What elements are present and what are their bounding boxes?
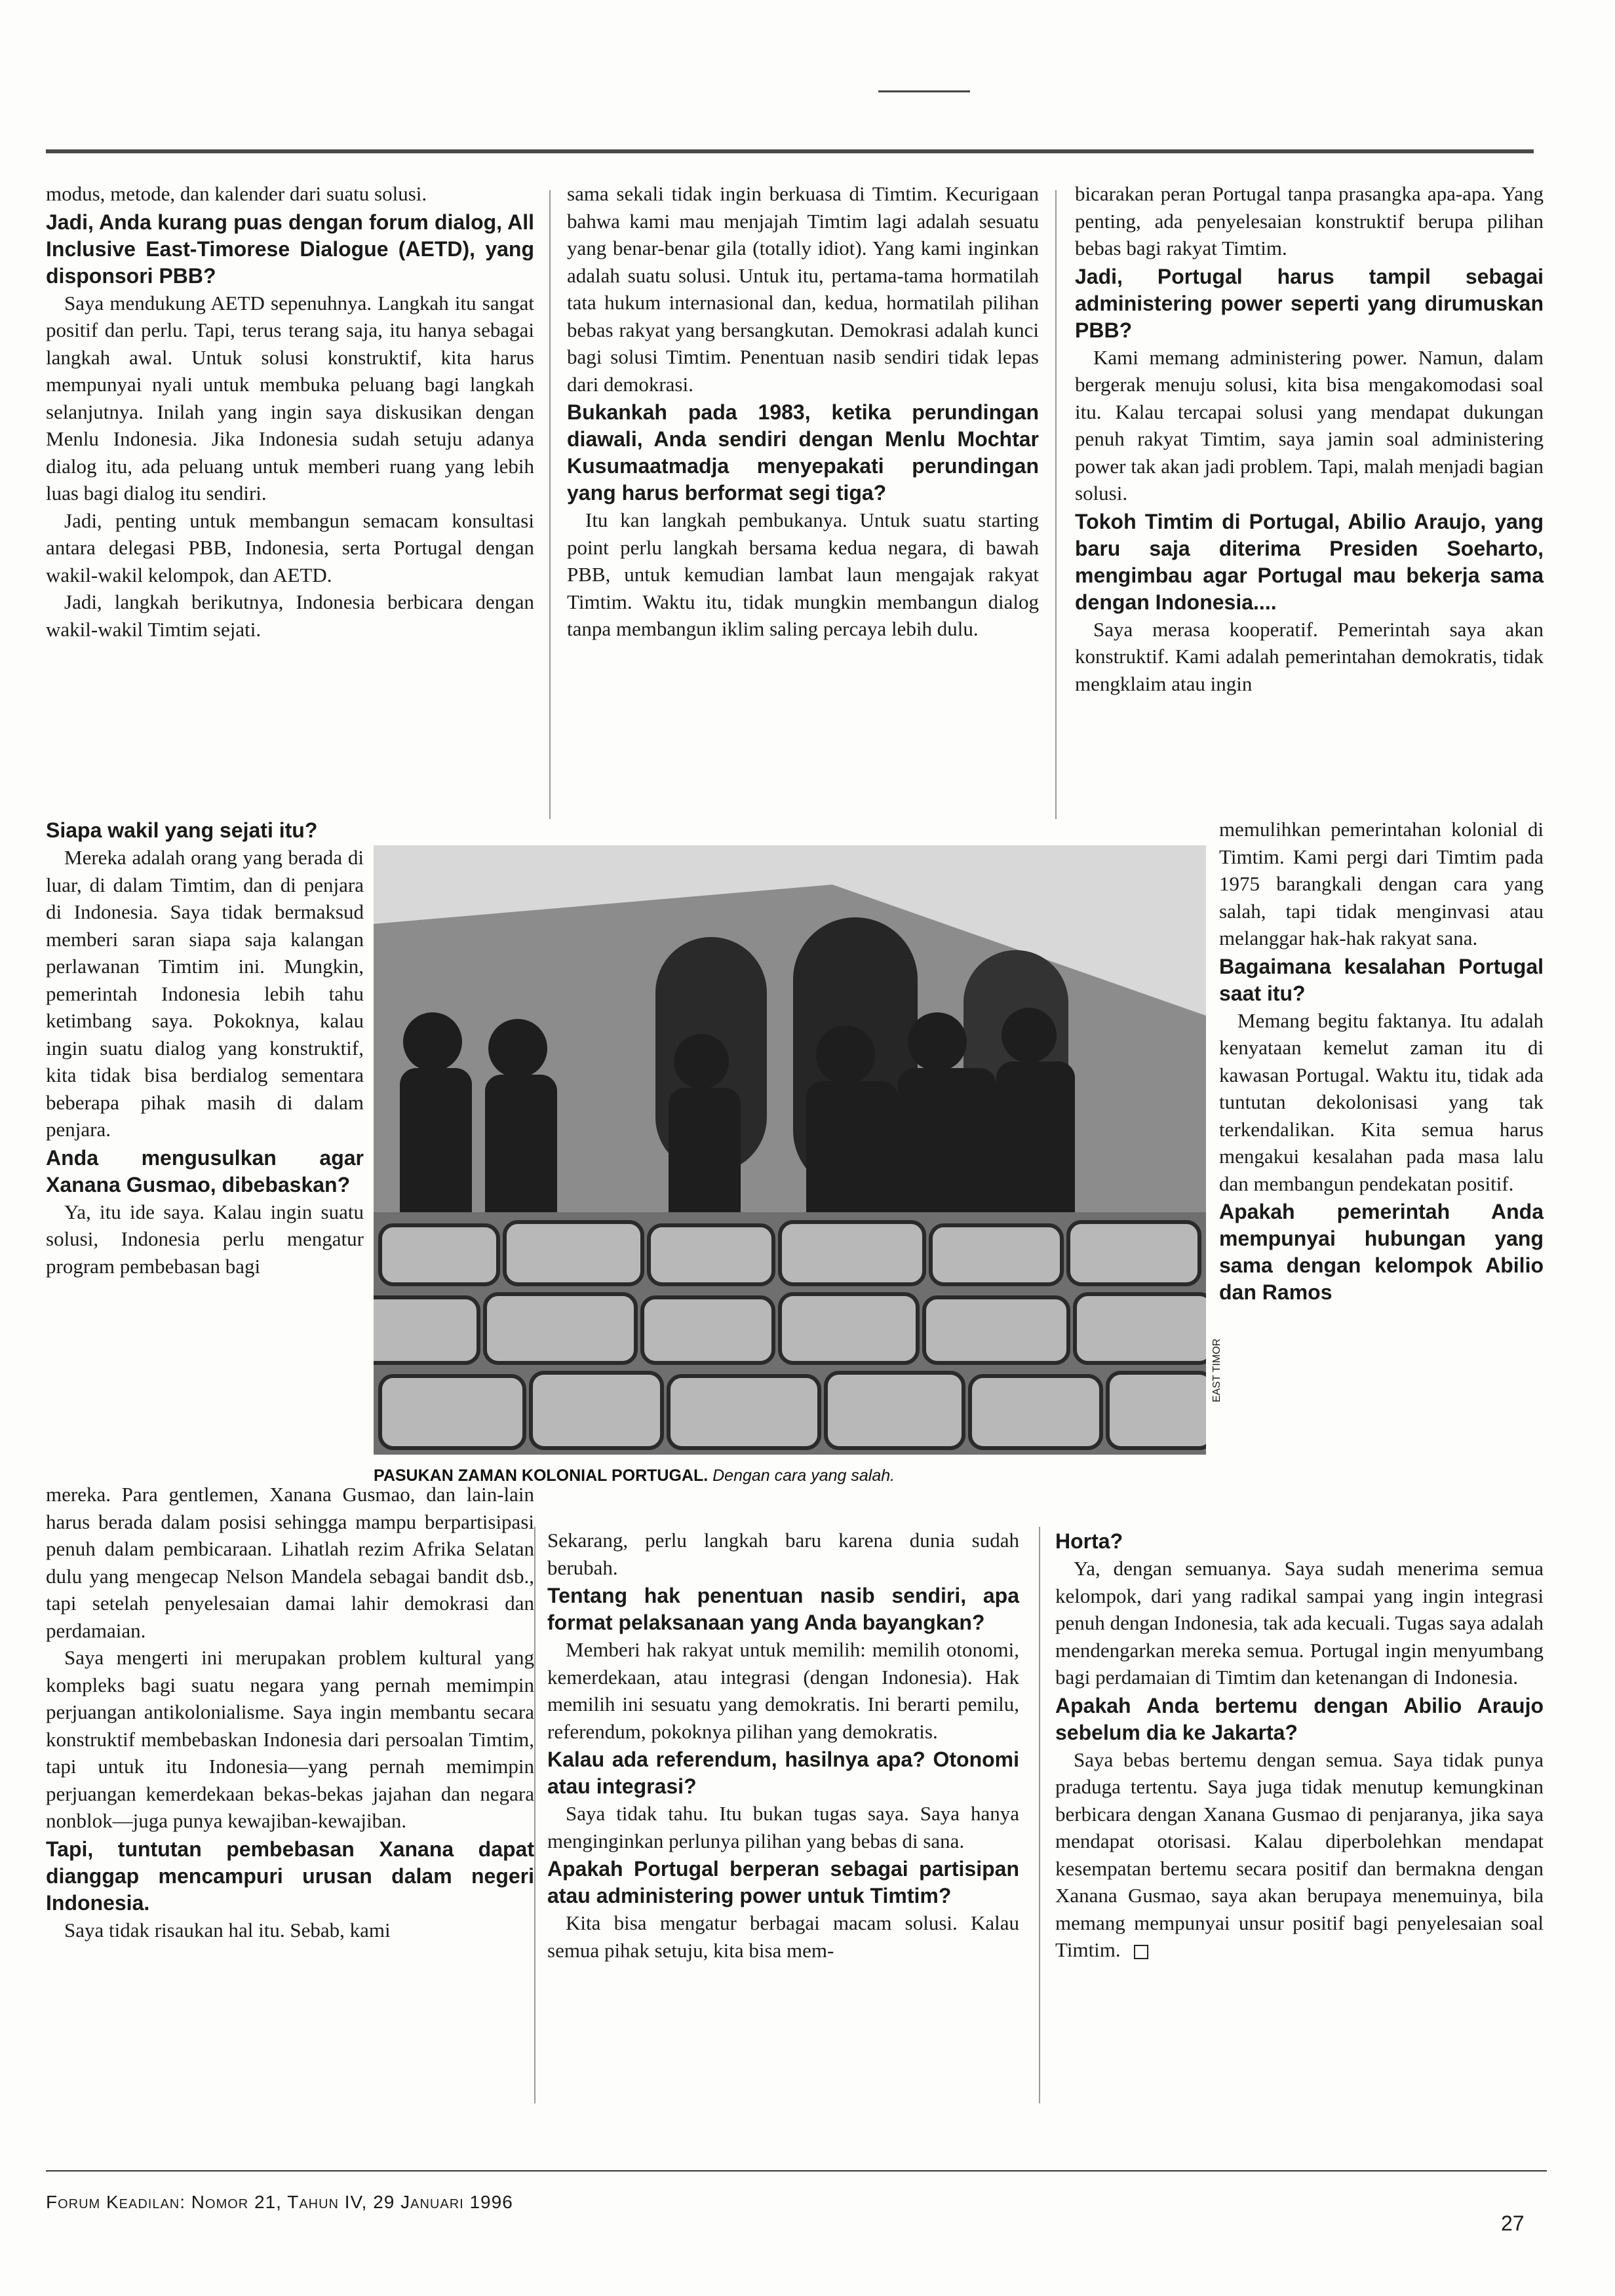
answer-paragraph: Saya merasa kooperatif. Pemerintah saya akan konstruktif. Kami adalah pemerintahan demokratis, tidak mengklaim atau ingin: [1075, 617, 1544, 695]
answer-paragraph: Itu kan langkah pembukanya. Untuk suatu starting point perlu langkah bersama kedua negara, di bawah PBB, untuk kemudian lambat laun mengajak rakyat Timtim. Waktu itu, tidak mungkin membangun dialog tanpa membangun iklim saling percaya lebih dulu.: [567, 508, 1039, 640]
interview-question: Apakah Portugal berperan sebagai partisipan atau administering power untuk Timtim?: [547, 1857, 1019, 1907]
column-divider: [549, 190, 551, 819]
photo-credit: EAST TIMOR: [1211, 1338, 1222, 1402]
interview-question: Apakah Anda bertemu dengan Abilio Araujo sebelum dia ke Jakarta?: [1055, 1693, 1544, 1744]
answer-paragraph: Saya mengerti ini merupakan problem kultural yang kompleks bagi suatu negara yang pernah memimpin perjuangan antikolonialisme. Saya ingin membantu secara konstruktif membebaskan Indonesia dari persoalan Timtim, tapi untuk itu Indonesia—yang pernah memimpin perjuangan kemerdekaan bekas-bekas jajahan dan negara nonblok—juga punya kewajiban-kewajiban.: [46, 1646, 534, 1832]
answer-paragraph: Jadi, penting untuk membangun semacam konsultasi antara delegasi PBB, Indonesia, serta Portugal dengan wakil-wakil kelompok, dan AETD.: [46, 508, 534, 586]
answer-paragraph: sama sekali tidak ingin berkuasa di Timtim. Kecurigaan bahwa kami mau menjajah Timtim lagi adalah sesuatu yang benar-benar gila (totally idiot). Yang kami inginkan adalah suatu solusi. Untuk itu, pertama-tama hormatilah tata hukum internasional dan, kedua, hormatilah pilihan bebas rakyat yang bersangkutan. Demokrasi adalah kunci bagi solusi Timtim. Penentuan nasib sendiri tidak lepas dari demokrasi.: [567, 182, 1039, 396]
answer-paragraph: Kita bisa mengatur berbagai macam solusi. Kalau semua pihak setuju, kita bisa mem-: [547, 1911, 1019, 1962]
column-3-bottom: [1055, 1527, 1544, 1964]
photo-caption: [374, 1466, 895, 1485]
column-3-middle: [1219, 816, 1544, 1306]
caption-title: PASUKAN ZAMAN KOLONIAL PORTUGAL.: [374, 1466, 709, 1485]
interview-question: Bagaimana kesalahan Portugal saat itu?: [1219, 954, 1544, 1005]
footer-publication: Forum Keadilan: Nomor 21, Tahun IV, 29 Januari 1996: [46, 2192, 513, 2212]
interview-question: Tokoh Timtim di Portugal, Abilio Araujo, yang baru saja diterima Presiden Soeharto, mengimbau agar Portugal mau bekerja sama dengan Indonesia....: [1075, 509, 1544, 614]
interview-question: Kalau ada referendum, hasilnya apa? Otonomi atau integrasi?: [547, 1748, 1019, 1798]
interview-question: Siapa wakil yang sejati itu?: [46, 818, 318, 842]
answer-paragraph: Memang begitu faktanya. Itu adalah kenyataan kemelut zaman itu di kawasan Portugal. Waktu itu, tidak ada tuntutan dekolonisasi yang tak terkendalikan. Kita semua harus mengakui kesalahan pada masa lalu dan membangun pendekatan positif.: [1219, 1008, 1544, 1195]
answer-paragraph: Mereka adalah orang yang berada di luar, di dalam Timtim, dan di penjara di Indonesia. Saya tidak bermaksud memberi saran siapa saja kalangan perlawanan Timtim ini. Mungkin, pemerintah Indonesia lebih tahu ketimbang saya. Pokoknya, kalau ingin suatu dialog yang konstruktif, kita tidak bisa berdialog sementara beberapa pihak masih di dalam penjara.: [46, 846, 364, 1141]
answer-paragraph: Ya, dengan semuanya. Saya sudah menerima semua kelompok, dari yang radikal sampai yang ingin integrasi penuh dengan Indonesia, tak ada kecuali. Tugas saya adalah mendengarkan mereka semua. Portugal ingin menyumbang bagi perdamaian di Timtim dan ketenangan di Indonesia.: [1055, 1557, 1544, 1689]
interview-question: Apakah pemerintah Anda mempunyai hubungan yang sama dengan kelompok Abilio dan Ramos: [1219, 1200, 1544, 1304]
answer-paragraph: Kami memang administering power. Namun, dalam bergerak menuju solusi, kita bisa mengakomodasi soal itu. Kalau tercapai solusi yang mendapat dukungan penuh rakyat Timtim, saya jamin soal administering power tak akan jadi problem. Tapi, malah menjadi bagian solusi.: [1075, 345, 1544, 505]
top-short-rule: [878, 90, 970, 92]
answer-paragraph: Jadi, langkah berikutnya, Indonesia berbicara dengan wakil-wakil Timtim sejati.: [46, 590, 534, 641]
interview-question: Tentang hak penentuan nasib sendiri, apa format pelaksanaan yang Anda bayangkan?: [547, 1584, 1019, 1634]
footer-rule: [46, 2170, 1547, 2172]
column-1-top: [46, 180, 534, 643]
page-number: 27: [1501, 2211, 1525, 2235]
answer-paragraph: Sekarang, perlu langkah baru karena dunia sudah berubah.: [547, 1529, 1019, 1579]
caption-text: Dengan cara yang salah.: [708, 1466, 895, 1485]
answer-paragraph: bicarakan peran Portugal tanpa prasangka apa-apa. Yang penting, ada penyelesaian konstruktif berupa pilihan bebas bagi rakyat Timtim.: [1075, 182, 1544, 259]
column-divider: [1039, 1527, 1040, 2103]
answer-paragraph: Saya mendukung AETD sepenuhnya. Langkah itu sangat positif dan perlu. Tapi, terus terang saja, itu hanya sebagai langkah awal. Untuk solusi konstruktif, kita harus mempunyai nyali untuk membuka peluang bagi langkah selanjutnya. Inilah yang ingin saya diskusikan dengan Menlu Indonesia. Jika Indonesia sudah setuju adanya dialog itu, ada peluang untuk memberi ruang yang lebih luas bagi dialog itu sendiri.: [46, 291, 534, 505]
column-1-bottom: [46, 1481, 534, 1943]
interview-question: Bukankah pada 1983, ketika perundingan diawali, Anda sendiri dengan Menlu Mochtar Kusumaatmadja menyepakati perundingan yang harus berformat segi tiga?: [567, 400, 1039, 505]
header-rule: [46, 149, 1534, 153]
answer-paragraph: Memberi hak rakyat untuk memilih: memilih otonomi, kemerdekaan, atau integrasi (dengan Indonesia). Hak memilih ini sesuatu yang demokratis. Ini berarti pemilu, referendum, pokoknya pilihan yang demokratis.: [547, 1638, 1019, 1743]
column-divider: [1055, 190, 1057, 819]
column-2-top: [567, 180, 1039, 643]
answer-paragraph: mereka. Para gentlemen, Xanana Gusmao, dan lain-lain harus berada dalam posisi sehingga mampu berpartisipasi penuh dalam pembicaraan. Lihatlah rezim Afrika Selatan dulu yang mengecap Nelson Mandela sebagai bandit dsb., tapi setelah penyelesaian damai lahir demokrasi dan perdamaian.: [46, 1483, 534, 1642]
interview-question: Horta?: [1055, 1529, 1123, 1553]
interview-question: Jadi, Anda kurang puas dengan forum dialog, All Inclusive East-Timorese Dialogue (AETD), yang disponsori PBB?: [46, 210, 534, 288]
column-1-middle: [46, 816, 364, 1280]
soldiers-photo: [374, 845, 1206, 1455]
answer-paragraph: Saya tidak risaukan hal itu. Sebab, kami: [64, 1918, 391, 1942]
column-divider: [534, 1527, 535, 2103]
column-3-top: [1075, 180, 1544, 697]
answer-paragraph: modus, metode, dan kalender dari suatu solusi.: [46, 182, 427, 205]
answer-paragraph: memulihkan pemerintahan kolonial di Timtim. Kami pergi dari Timtim pada 1975 barangkali dengan cara yang salah, tapi tidak menginvasi atau melanggar hak-hak rakyat sana.: [1219, 818, 1544, 949]
interview-question: Jadi, Portugal harus tampil sebagai administering power seperti yang dirumuskan PBB?: [1075, 264, 1544, 342]
answer-paragraph: Saya bebas bertemu dengan semua. Saya tidak punya praduga tertentu. Saya juga tidak menutup kemungkinan berbicara dengan Xanana Gusmao di penjaranya, jika saya mendapat otorisasi. Kalau diperbolehkan mendapat kesempatan bertemu secara positif dan bermakna dengan Xanana Gusmao, saya akan berupaya menemuinya, bila memang mempunyai unsur positif bagi penyelesaian soal Timtim.: [1055, 1748, 1544, 1961]
interview-question: Anda mengusulkan agar Xanana Gusmao, dibebaskan?: [46, 1145, 364, 1196]
column-2-bottom: [547, 1527, 1019, 1964]
interview-question: Tapi, tuntutan pembebasan Xanana dapat dianggap mencampuri urusan dalam negeri Indonesia.: [46, 1837, 534, 1915]
answer-paragraph: Ya, itu ide saya. Kalau ingin suatu solusi, Indonesia perlu mengatur program pembebasan bagi: [46, 1200, 364, 1278]
answer-paragraph: Saya tidak tahu. Itu bukan tugas saya. Saya hanya menginginkan perlunya pilihan yang bebas di sana.: [547, 1802, 1019, 1852]
end-mark: [1134, 1945, 1148, 1959]
